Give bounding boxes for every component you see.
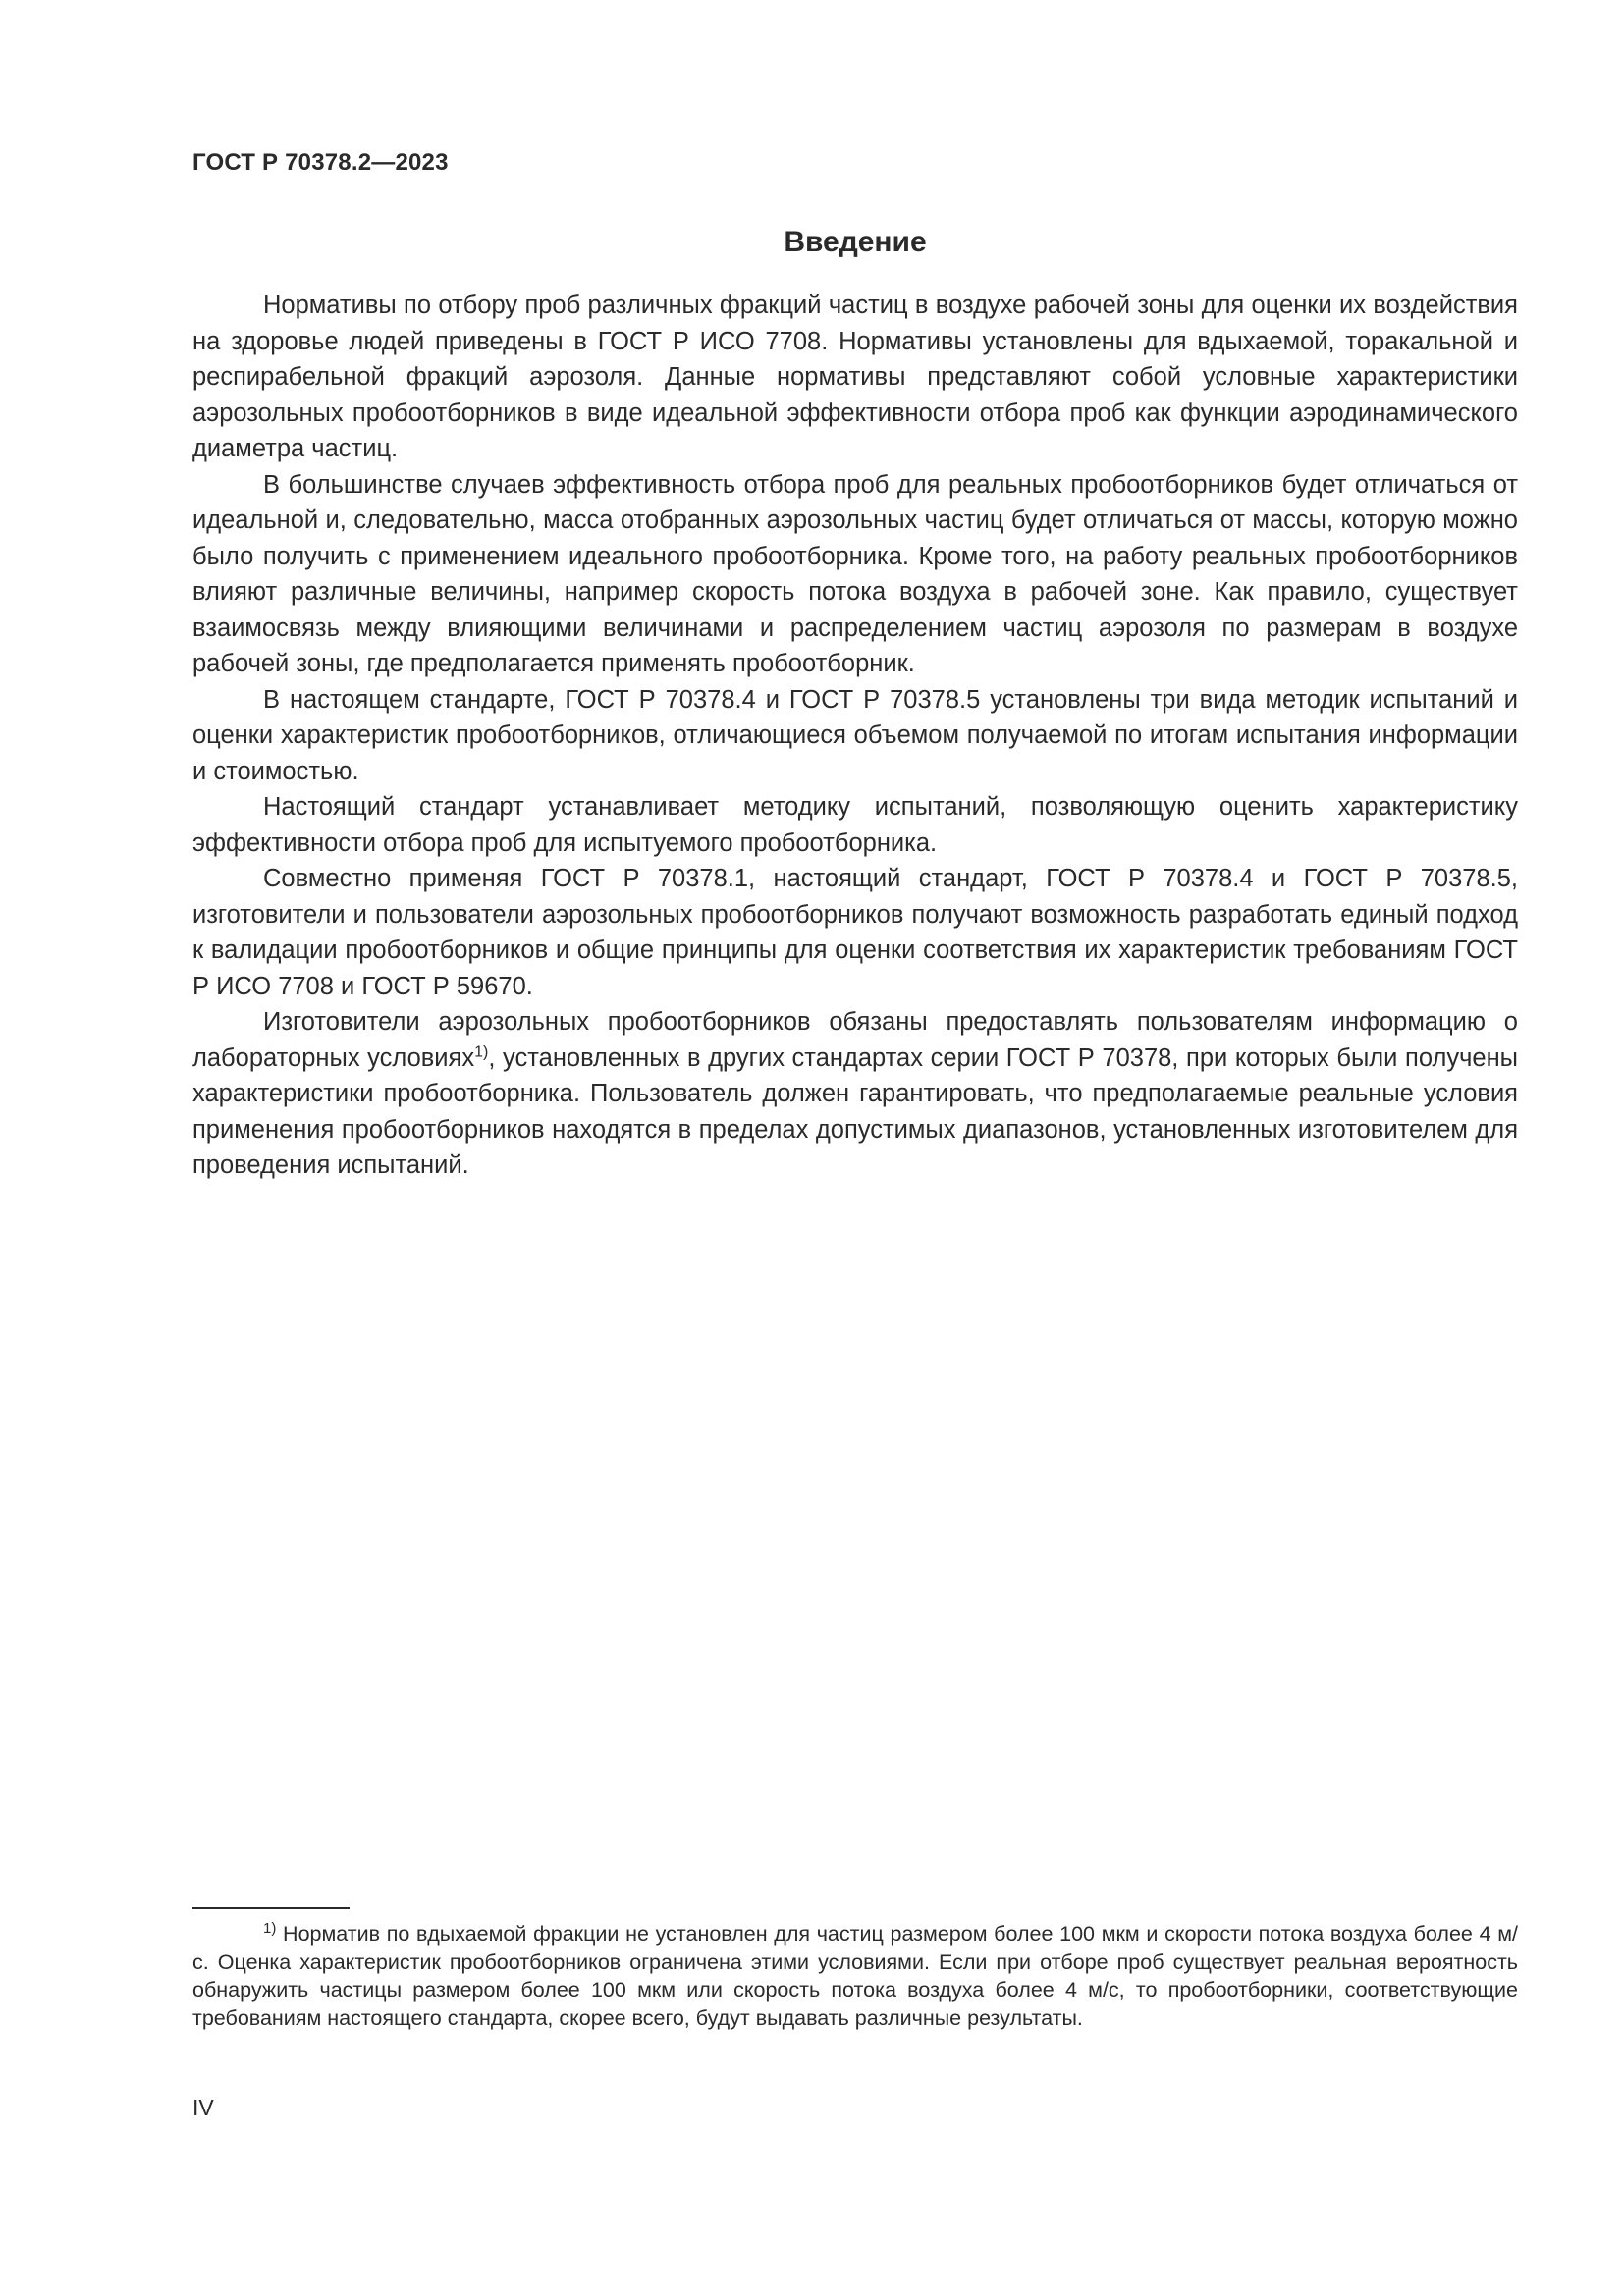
document-code: ГОСТ Р 70378.2—2023 [192,149,449,176]
paragraph-6-start: Изготовители аэрозольных пробоотборников обязаны предоставлять пользователям информацию о лабораторных условиях [192,1008,1518,1072]
paragraph-6-end: , установленных в других стандартах серии ГОСТ Р 70378, при которых были получены характеристики пробоотборника. Пользователь должен гарантировать, что предполагаемые реальные условия применения пробоотборников находятся в пределах допустимых диапазонов, установленных изготовителем для проведения испытаний. [192,1043,1518,1179]
footnote-text: Норматив по вдыхаемой фракции не установлен для частиц размером более 100 мкм и скорости потока воздуха более 4 м/с. Оценка характеристик пробоотборников ограничена этими условиями. Если при отборе проб существует реальная вероятность обнаружить частицы размером более 100 мкм или скорость потока воздуха более 4 м/с, то пробоотборники, соответствующие требованиям настоящего стандарта, скорее всего, будут выдавать различные результаты. [192,1922,1518,2030]
footnote-mark: 1) [263,1919,277,1937]
footnote [192,1920,1518,2032]
footnote-separator [192,1907,350,1909]
paragraph-1: Нормативы по отбору проб различных фракций частиц в воздухе рабочей зоны для оценки их воздействия на здоровье людей приведены в ГОСТ Р ИСО 7708. Нормативы установлены для вдыхаемой, торакальной и респирабельной фракций аэрозоля. Данные нормативы представляют собой условные характеристики аэрозольных пробоотборников в виде идеальной эффективности отбора проб как функции аэродинамического диаметра частиц. [192,292,1518,462]
paragraph-3: В настоящем стандарте, ГОСТ Р 70378.4 и ГОСТ Р 70378.5 установлены три вида методик испытаний и оценки характеристик пробоотборников, отличающиеся объемом получаемой по итогам испытания информации и стоимостью. [192,685,1518,785]
paragraph-6 [192,1004,1518,1184]
introduction-body [192,288,1518,1184]
paragraph-2: В большинстве случаев эффективность отбора проб для реальных пробоотборников будет отличаться от идеальной и, следовательно, масса отобранных аэрозольных частиц будет отличаться от массы, которую можно было получить с применением идеального пробоотборника. Кроме того, на работу реальных пробоотборников влияют различные величины, например скорость потока воздуха в рабочей зоне. Как правило, существует взаимосвязь между влияющими величинами и распределением частиц аэрозоля по размерам в воздухе рабочей зоны, где предполагается применять пробоотборник. [192,470,1518,677]
page-number: IV [192,2095,214,2120]
footnote-reference[interactable]: 1) [474,1043,489,1060]
paragraph-5: Совместно применяя ГОСТ Р 70378.1, настоящий стандарт, ГОСТ Р 70378.4 и ГОСТ Р 70378.5, изготовители и пользователи аэрозольных пробоотборников получают возможность разработать единый подход к валидации пробоотборников и общие принципы для оценки соответствия их характеристик требованиям ГОСТ Р ИСО 7708 и ГОСТ Р 59670. [192,865,1518,1000]
section-title: Введение [784,226,927,258]
paragraph-4: Настоящий стандарт устанавливает методику испытаний, позволяющую оценить характеристику эффективности отбора проб для испытуемого пробоотборника. [192,793,1518,857]
